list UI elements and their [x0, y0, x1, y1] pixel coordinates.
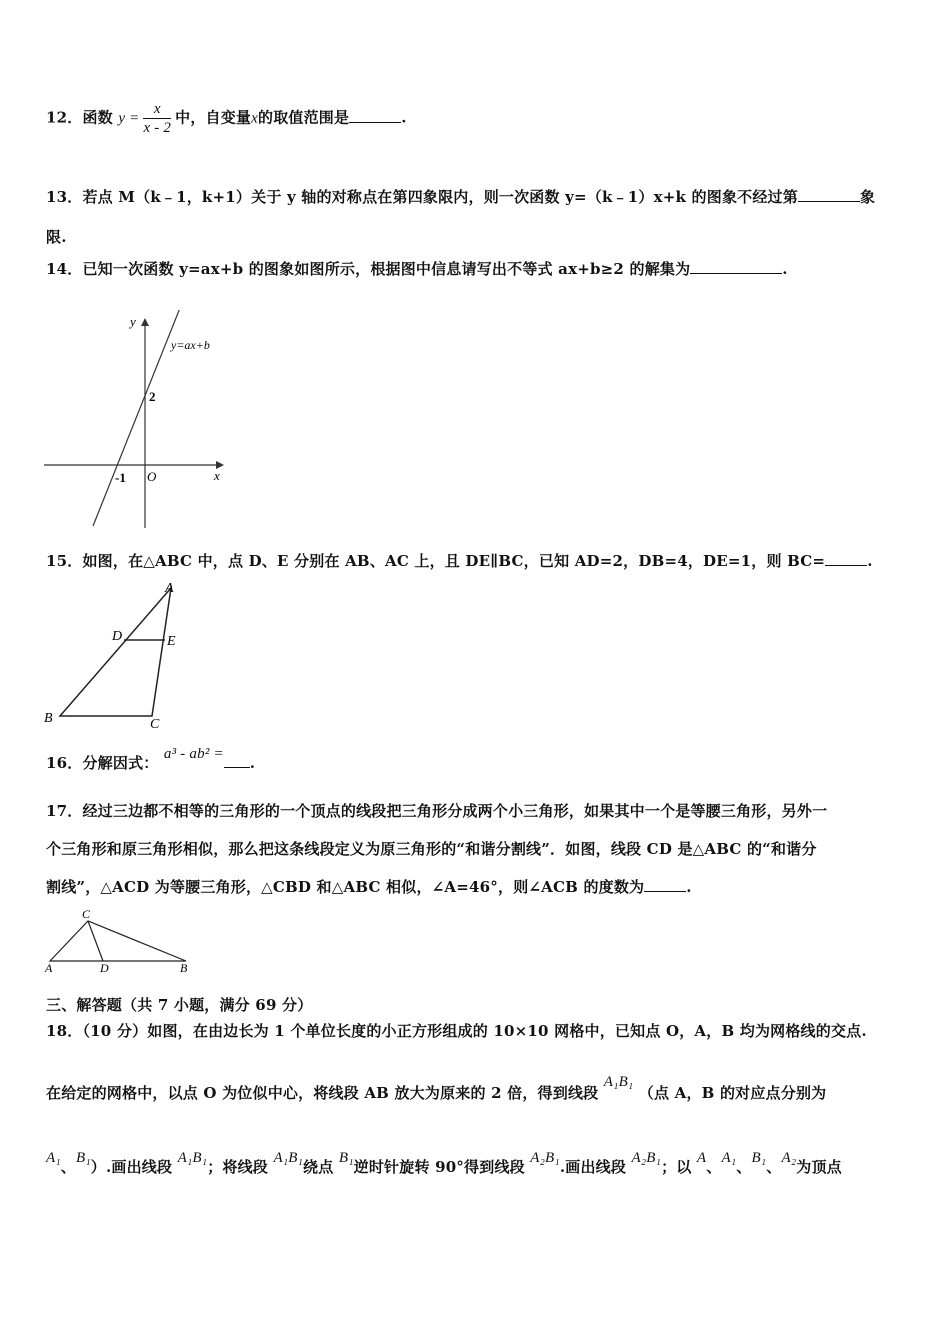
point-c-label: C: [82, 907, 91, 921]
answer-blank: [224, 753, 250, 768]
question-16: 16．分解因式： a³ - ab² = .: [46, 746, 256, 772]
point-d-label: D: [100, 961, 109, 975]
question-15: 15．如图，在△ABC 中，点 D、E 分别在 AB、AC 上，且 DE∥BC，已知 AD=2，DB=4，DE=1，则 BC= .: [46, 552, 873, 570]
fraction: $\frac{x}{x - 2}$: [143, 101, 172, 136]
question-18-line-1: 18．（10 分）如图，在由边长为 1 个单位长度的小正方形组成的 10×10 网格中，已知点 O，A，B 均为网格线的交点.: [46, 1022, 867, 1040]
factor-expression: a³ - ab² =: [163, 746, 224, 762]
linear-function-graph: [40, 310, 230, 535]
section-3-title: 三、解答题（共 7 小题，满分 69 分）: [46, 996, 313, 1014]
question-17-line-3: 割线”，△ACD 为等腰三角形，△CBD 和△ABC 相似，∠A=46°，则∠ACB 的度数为 .: [46, 878, 692, 896]
question-18-line-2: 在给定的网格中，以点 O 为位似中心，将线段 AB 放大为原来的 2 倍，得到线段 A₁B₁ （点 A，B 的对应点分别为: [46, 1074, 827, 1102]
question-13-line-1: 13．若点 M（k﹣1，k+1）关于 y 轴的对称点在第四象限内，则一次函数 y=（k﹣1）x+k 的图象不经过第 象: [46, 188, 876, 206]
point-b-label: B: [180, 961, 188, 975]
answer-blank: [825, 551, 867, 566]
x-axis-label: x: [214, 468, 220, 483]
origin-label: O: [147, 469, 157, 484]
equation-lhs: y =: [118, 110, 140, 127]
point-b-label: B: [44, 711, 53, 726]
point-a-label: A: [45, 961, 53, 975]
point-c-label: C: [150, 717, 160, 732]
question-12: 12．函数 y = $\frac{x}{x - 2}$ 中，自变量x的取值范围是 .: [46, 101, 407, 136]
question-17-line-2: 个三角形和原三角形相似，那么把这条线段定义为原三角形的“和谐分割线”．如图，线段 CD 是△ABC 的“和谐分: [46, 840, 817, 858]
question-14: 14．已知一次函数 y=ax+b 的图象如图所示，根据图中信息请写出不等式 ax+b≥2 的解集为 .: [46, 260, 788, 278]
y-intercept-label: 2: [149, 389, 156, 404]
point-e-label: E: [167, 634, 176, 649]
answer-blank: [644, 877, 686, 892]
triangle-figure-15: [40, 578, 210, 733]
function-line: [93, 310, 180, 526]
answer-blank: [798, 187, 860, 202]
point-d-label: D: [112, 629, 123, 644]
line-label: y=ax+b: [171, 338, 210, 352]
answer-blank: [349, 108, 401, 123]
question-13-line-2: 限.: [46, 228, 67, 246]
y-axis-arrow: [141, 318, 149, 326]
x-intercept-label: -1: [115, 470, 126, 485]
segment-a1b1: A₁B₁: [603, 1074, 634, 1090]
segment-cd: [88, 921, 103, 961]
triangle-abc: [60, 588, 171, 716]
answer-blank: [690, 259, 782, 274]
question-17-line-1: 17．经过三边都不相等的三角形的一个顶点的线段把三角形分成两个小三角形，如果其中一个是等腰三角形，另外一: [46, 802, 828, 820]
point-a-label: A: [165, 581, 174, 596]
question-18-line-3: A₁、B₁）.画出线段 A₁B₁；将线段 A₁B₁绕点 B₁逆时针旋转 90°得到线段 A₂B₁.画出线段 A₂B₁；以 A、A₁、B₁、A₂为顶点: [46, 1150, 842, 1176]
triangle-abc: [50, 921, 186, 961]
y-axis-label: y: [130, 314, 136, 329]
triangle-figure-17: [40, 904, 200, 976]
